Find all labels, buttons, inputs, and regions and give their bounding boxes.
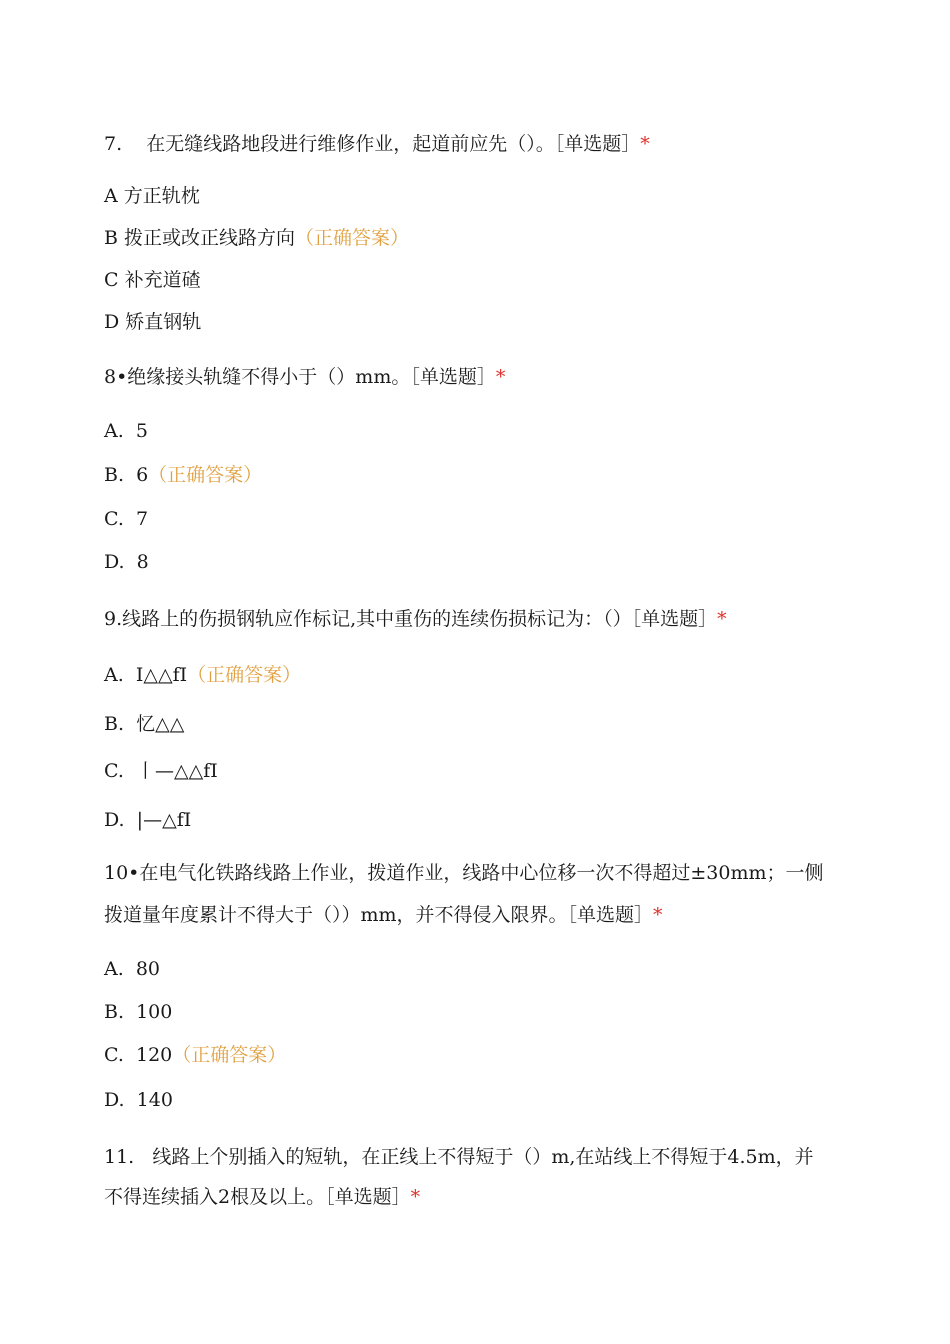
question-10-line-1 <box>104 861 824 885</box>
question-10-line-2: 拨道量年度累计不得大于（））mm，并不得侵入限界。［单选题］* <box>104 904 663 926</box>
question-9 <box>104 607 727 631</box>
required-mark: * <box>640 133 650 155</box>
q10-option-a[interactable]: A. 80 <box>104 958 161 980</box>
required-mark: * <box>495 366 506 388</box>
question-8 <box>104 365 505 389</box>
question-8-text: 8•绝缘接头轨缝不得小于（）mm。［单选题］ <box>104 366 496 388</box>
question-10-text: 10•在电气化铁路线路上作业，拨道作业，线路中心位移一次不得超过±30mm；一侧 <box>104 862 824 884</box>
q10-option-b[interactable]: B. 100 <box>104 1001 173 1023</box>
question-11-text: 11. 线路上个别插入的短轨，在正线上不得短于（）m,在站线上不得短于4.5m，并 <box>104 1146 814 1168</box>
correct-answer-label: （正确答案） <box>148 464 263 486</box>
correct-answer-label: （正确答案） <box>295 227 410 249</box>
question-11-line-1 <box>104 1145 814 1169</box>
question-11-line-2: 不得连续插入2根及以上。［单选题］* <box>104 1186 421 1208</box>
q8-option-d[interactable]: D. 8 <box>104 551 149 573</box>
q7-option-c[interactable]: C 补充道碴 <box>104 269 201 291</box>
q7-option-b[interactable]: B 拨正或改正线路方向（正确答案） <box>104 227 410 249</box>
q8-option-a[interactable]: A. 5 <box>104 420 148 442</box>
required-mark: * <box>653 904 663 926</box>
q8-option-b[interactable]: B. 6（正确答案） <box>104 464 263 486</box>
q9-option-d[interactable]: D. |—△fI <box>104 809 192 831</box>
question-7-text: 7. 在无缝线路地段进行维修作业，起道前应先（）。［单选题］ <box>104 133 641 155</box>
q9-option-a[interactable]: A. I△△fI（正确答案） <box>104 664 302 686</box>
q8-option-c[interactable]: C. 7 <box>104 508 149 530</box>
q10-option-c[interactable]: C. 120（正确答案） <box>104 1044 287 1066</box>
q7-option-d[interactable]: D 矫直钢轨 <box>104 311 202 333</box>
q10-option-d[interactable]: D. 140 <box>104 1089 173 1111</box>
question-9-text: 9.线路上的伤损钢轨应作标记,其中重伤的连续伤损标记为：（）［单选题］ <box>104 608 718 630</box>
question-7 <box>104 132 650 156</box>
q7-option-a[interactable]: A 方正轨枕 <box>104 185 200 207</box>
correct-answer-label: （正确答案） <box>187 664 302 686</box>
q9-option-b[interactable]: B. 忆△△ <box>104 713 185 735</box>
required-mark: * <box>410 1186 421 1208</box>
required-mark: * <box>717 608 727 630</box>
q9-option-c[interactable]: C. 丨—△△fI <box>104 760 218 782</box>
correct-answer-label: （正确答案） <box>172 1044 287 1066</box>
